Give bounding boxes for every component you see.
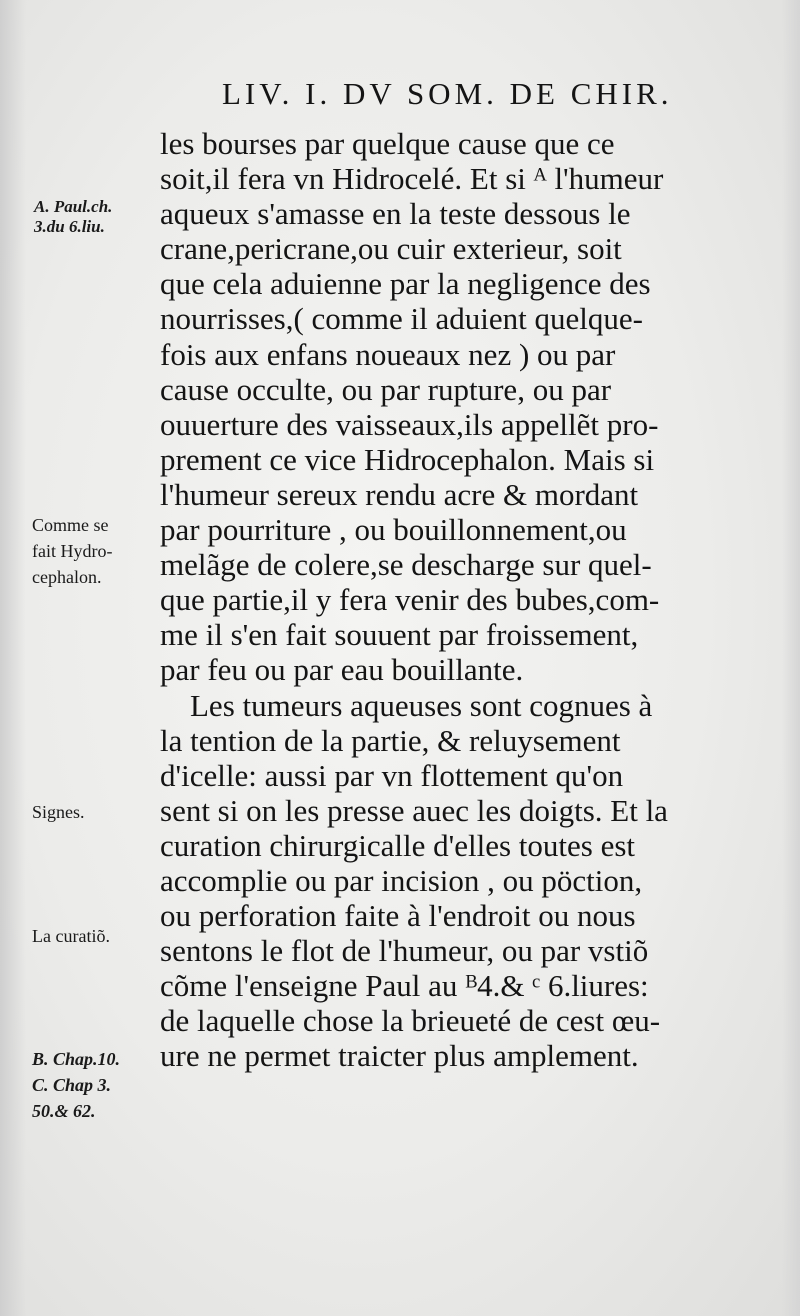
text-line: soit,il fera vn Hidrocelé. Et si ᴬ l'humeur xyxy=(160,161,664,197)
margin-note-signes xyxy=(32,802,85,822)
text-line: cause occulte, ou par rupture, ou par xyxy=(160,371,612,407)
text-line: par feu ou par eau bouillante. xyxy=(160,652,524,688)
margin-note-line: B. Chap.10. xyxy=(32,1049,121,1069)
text-line: curation chirurgicalle d'elles toutes est xyxy=(160,827,636,863)
text-line: me il s'en fait souuent par froissement, xyxy=(160,617,639,653)
margin-note-line: cephalon. xyxy=(32,567,102,587)
margin-note-line: 3.du 6.liu. xyxy=(34,217,105,236)
text-line: crane,pericrane,ou cuir exterieur, soit xyxy=(160,231,622,267)
text-line: cõme l'enseigne Paul au ᴮ4.& ᶜ 6.liures: xyxy=(160,968,649,1004)
page-edge-shadow xyxy=(782,0,800,1316)
margin-note-paul-reference xyxy=(34,197,112,237)
text-line: melãge de colere,se descharge sur quel- xyxy=(160,547,652,583)
text-line: la tention de la partie, & reluysement xyxy=(160,722,621,758)
margin-note-line: Signes. xyxy=(32,802,85,822)
text-line: d'icelle: aussi par vn flottement qu'on xyxy=(160,757,624,793)
text-line: sent si on les presse auec les doigts. Et la xyxy=(160,792,668,828)
margin-note-line: Comme se xyxy=(32,515,109,535)
text-line: les bourses par quelque cause que ce xyxy=(160,126,615,161)
text-line: que partie,il y fera venir des bubes,com- xyxy=(160,582,660,618)
margin-note-line: fait Hydro- xyxy=(32,541,113,561)
text-line: sentons le flot de l'humeur, ou par vstiõ xyxy=(160,933,649,969)
margin-note-line: A. Paul.ch. xyxy=(34,197,113,216)
text-line: que cela aduienne par la negligence des xyxy=(160,266,651,302)
margin-note-hydrocephalon xyxy=(32,512,112,590)
text-line: ou perforation faite à l'endroit ou nous xyxy=(160,898,636,934)
text-line: accomplie ou par incision , ou pöction, xyxy=(160,862,643,898)
text-line: fois aux enfans noueaux nez ) ou par xyxy=(160,336,616,372)
text-line: prement ce vice Hidrocephalon. Mais si xyxy=(160,441,655,477)
text-line: par pourriture , ou bouillonnement,ou xyxy=(160,512,627,548)
paragraph-start-line: Les tumeurs aqueuses sont cognues à xyxy=(190,687,653,723)
running-header: LIV. I. DV SOM. DE CHIR. xyxy=(222,76,673,111)
text-line: de laquelle chose la brieueté de cest œu- xyxy=(160,1003,661,1039)
text-line: nourrisses,( comme il aduient quelque- xyxy=(160,301,643,337)
text-line: ouuerture des vaisseaux,ils appellẽt pro- xyxy=(160,406,659,442)
binding-shadow xyxy=(0,0,26,1316)
margin-note-line: La curatiõ. xyxy=(32,926,110,946)
margin-note-chapters xyxy=(32,1046,120,1124)
text-line: ure ne permet traicter plus amplement. xyxy=(160,1038,639,1074)
margin-note-line: 50.& 62. xyxy=(32,1101,96,1121)
body-text xyxy=(160,126,735,1074)
text-line: l'humeur sereux rendu acre & mordant xyxy=(160,476,639,512)
text-line: aqueux s'amasse en la teste dessous le xyxy=(160,196,631,232)
margin-note-line: C. Chap 3. xyxy=(32,1075,112,1095)
margin-note-curation xyxy=(32,926,110,946)
